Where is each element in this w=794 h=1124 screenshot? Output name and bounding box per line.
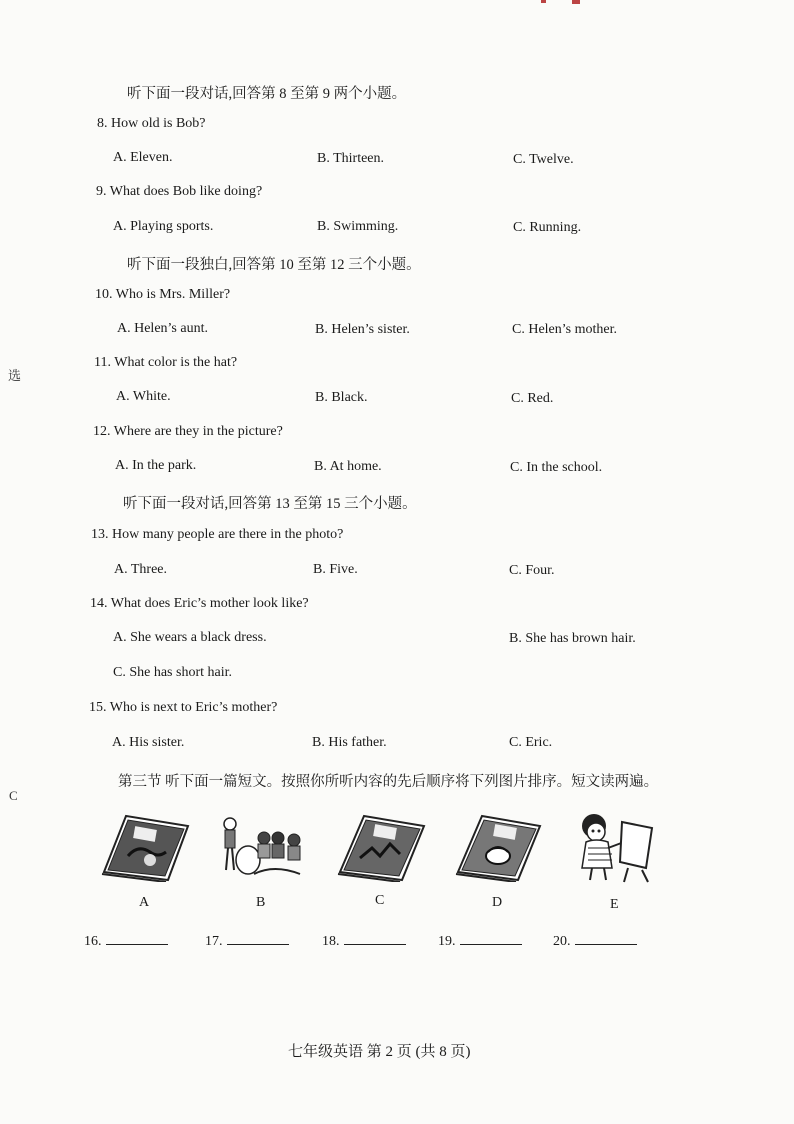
picture-label: A	[139, 895, 150, 910]
option[interactable]: C. Helen’s mother.	[512, 322, 617, 337]
option[interactable]: B. She has brown hair.	[509, 631, 636, 646]
option[interactable]: A. Eleven.	[113, 150, 173, 165]
picture-label: C	[375, 893, 385, 908]
blank-line[interactable]	[575, 932, 637, 945]
picture-c	[334, 812, 428, 882]
question-stem: 8. How old is Bob?	[97, 116, 206, 131]
option[interactable]: A. His sister.	[112, 735, 185, 750]
option[interactable]: B. Thirteen.	[317, 151, 385, 166]
option[interactable]: C. In the school.	[510, 460, 603, 475]
option[interactable]: A. White.	[116, 389, 171, 404]
question-stem: 11. What color is the hat?	[94, 355, 238, 370]
option[interactable]: C. Twelve.	[513, 152, 574, 167]
question-stem: 15. Who is next to Eric’s mother?	[89, 700, 278, 715]
option[interactable]: C. Running.	[513, 220, 582, 235]
question-stem: 13. How many people are there in the photo?	[91, 527, 344, 542]
picture-b	[220, 814, 306, 882]
option[interactable]: B. His father.	[312, 735, 387, 750]
question-stem: 10. Who is Mrs. Miller?	[95, 287, 231, 302]
option[interactable]: C. Eric.	[509, 735, 553, 750]
option[interactable]: B. Black.	[315, 390, 368, 405]
answer-blank-16[interactable]	[84, 932, 168, 950]
margin-mark: C	[9, 788, 18, 803]
answer-blank-18[interactable]	[322, 932, 406, 950]
margin-mark: 选	[8, 368, 22, 383]
option[interactable]: A. She wears a black dress.	[113, 630, 267, 645]
blank-number: 17.	[205, 934, 223, 949]
picture-e	[572, 812, 660, 884]
option[interactable]: A. Helen’s aunt.	[117, 321, 208, 336]
answer-blank-17[interactable]	[205, 932, 289, 950]
answer-blank-20[interactable]	[553, 932, 637, 950]
question-stem: 9. What does Bob like doing?	[96, 184, 263, 199]
option[interactable]: B. Swimming.	[317, 219, 399, 234]
option[interactable]: C. Four.	[509, 563, 555, 578]
option[interactable]: B. Helen’s sister.	[315, 322, 410, 337]
blank-number: 16.	[84, 934, 102, 949]
option[interactable]: A. In the park.	[115, 458, 197, 473]
section-instruction: 听下面一段对话,回答第 8 至第 9 两个小题。	[127, 86, 407, 102]
book-icon	[98, 812, 192, 882]
blank-line[interactable]	[344, 932, 406, 945]
book-icon	[334, 812, 428, 882]
picture-label: E	[610, 897, 619, 912]
picture-label: B	[256, 895, 266, 910]
blank-number: 20.	[553, 934, 571, 949]
picture-label: D	[492, 895, 503, 910]
book-icon	[452, 812, 544, 882]
blank-number: 19.	[438, 934, 456, 949]
option[interactable]: C. Red.	[511, 391, 554, 406]
blank-number: 18.	[322, 934, 340, 949]
question-stem: 14. What does Eric’s mother look like?	[90, 596, 309, 611]
girl-painting-icon	[572, 812, 660, 884]
option[interactable]: C. She has short hair.	[113, 665, 232, 680]
blank-line[interactable]	[460, 932, 522, 945]
picture-a	[98, 812, 192, 882]
section-instruction: 听下面一段对话,回答第 13 至第 15 三个小题。	[123, 496, 417, 512]
option[interactable]: B. At home.	[314, 459, 382, 474]
blank-line[interactable]	[106, 932, 168, 945]
option[interactable]: A. Three.	[114, 562, 167, 577]
picture-d	[452, 812, 544, 882]
children-group-icon	[220, 814, 306, 882]
section3-title: 第三节 听下面一篇短文。按照你所听内容的先后顺序将下列图片排序。短文读两遍。	[118, 774, 659, 790]
page-footer: 七年级英语 第 2 页 (共 8 页)	[288, 1044, 471, 1060]
blank-line[interactable]	[227, 932, 289, 945]
option[interactable]: A. Playing sports.	[113, 219, 214, 234]
scan-mark	[541, 0, 546, 3]
scan-mark	[572, 0, 580, 4]
section-instruction: 听下面一段独白,回答第 10 至第 12 三个小题。	[127, 257, 421, 273]
question-stem: 12. Where are they in the picture?	[93, 424, 283, 439]
option[interactable]: B. Five.	[313, 562, 358, 577]
answer-blank-19[interactable]	[438, 932, 522, 950]
